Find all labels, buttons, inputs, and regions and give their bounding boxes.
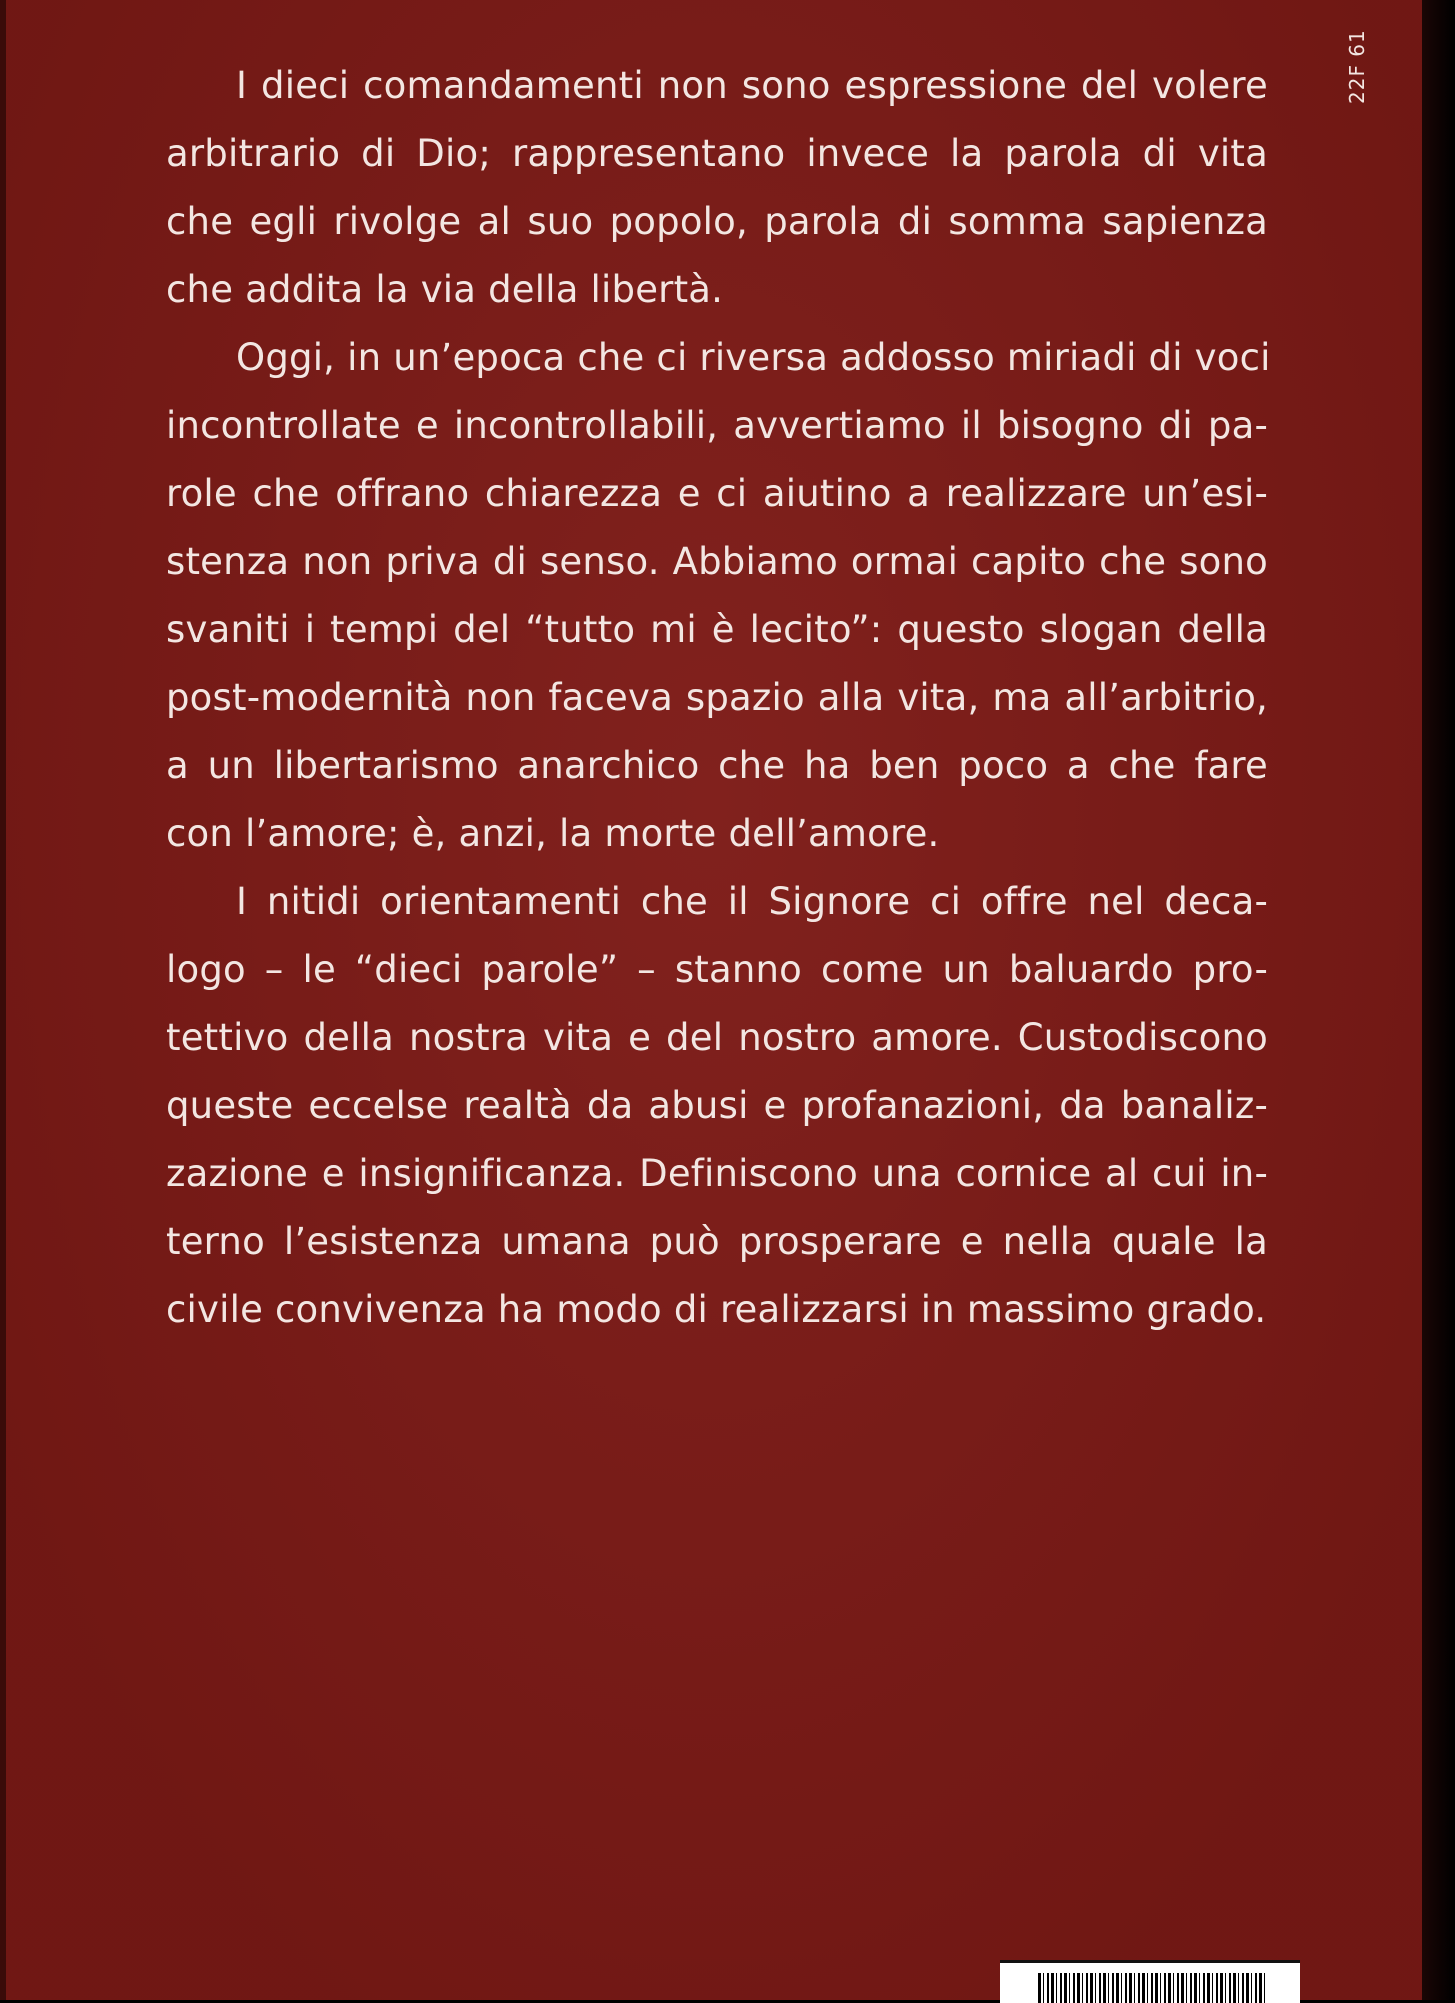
text-line: terno l’esistenza umana può prosperare e nella quale la <box>166 1220 1268 1263</box>
text-line: post-modernità non faceva spazio alla vita, ma all’arbitrio, <box>166 676 1268 719</box>
text-line: I nitidi orientamenti che il Signore ci offre nel deca- <box>236 880 1268 923</box>
cover-spine-shadow <box>1422 0 1455 2000</box>
text-line: stenza non priva di senso. Abbiamo ormai capito che sono <box>166 540 1268 583</box>
text-line: svaniti i tempi del “tutto mi è lecito”: questo slogan della <box>166 608 1268 651</box>
blurb-text <box>166 52 1271 1344</box>
text-line: arbitrario di Dio; rappresentano invece la parola di vita <box>166 132 1268 175</box>
blurb-paragraph-2 <box>166 324 1271 868</box>
barcode-icon <box>1038 1973 1268 2003</box>
text-line: zazione e insignificanza. Definiscono una cornice al cui in- <box>166 1152 1268 1195</box>
cover-code: 22F 61 <box>1345 29 1369 105</box>
barcode-label <box>1000 1960 1300 2003</box>
text-line: I dieci comandamenti non sono espressione del volere <box>236 64 1268 107</box>
blurb-paragraph-1 <box>166 52 1268 324</box>
text-line: incontrollate e incontrollabili, avvertiamo il bisogno di pa- <box>166 404 1268 447</box>
text-line: role che offrano chiarezza e ci aiutino a realizzare un’esi- <box>166 472 1268 515</box>
cover-left-edge <box>0 0 6 2000</box>
text-line: civile convivenza ha modo di realizzarsi in massimo grado. <box>166 1288 1267 1331</box>
text-line: tettivo della nostra vita e del nostro amore. Custodiscono <box>166 1016 1268 1059</box>
text-line: Oggi, in un’epoca che ci riversa addosso miriadi di voci <box>236 336 1271 379</box>
text-line: che egli rivolge al suo popolo, parola di somma sapienza <box>166 200 1268 243</box>
text-line: che addita la via della libertà. <box>166 268 724 311</box>
text-line: logo – le “dieci parole” – stanno come un baluardo pro- <box>166 948 1268 991</box>
blurb-paragraph-3 <box>166 868 1268 1344</box>
text-line: a un libertarismo anarchico che ha ben poco a che fare <box>166 744 1268 787</box>
text-line: con l’amore; è, anzi, la morte dell’amore. <box>166 812 940 855</box>
text-line: queste eccelse realtà da abusi e profanazioni, da banaliz- <box>166 1084 1268 1127</box>
